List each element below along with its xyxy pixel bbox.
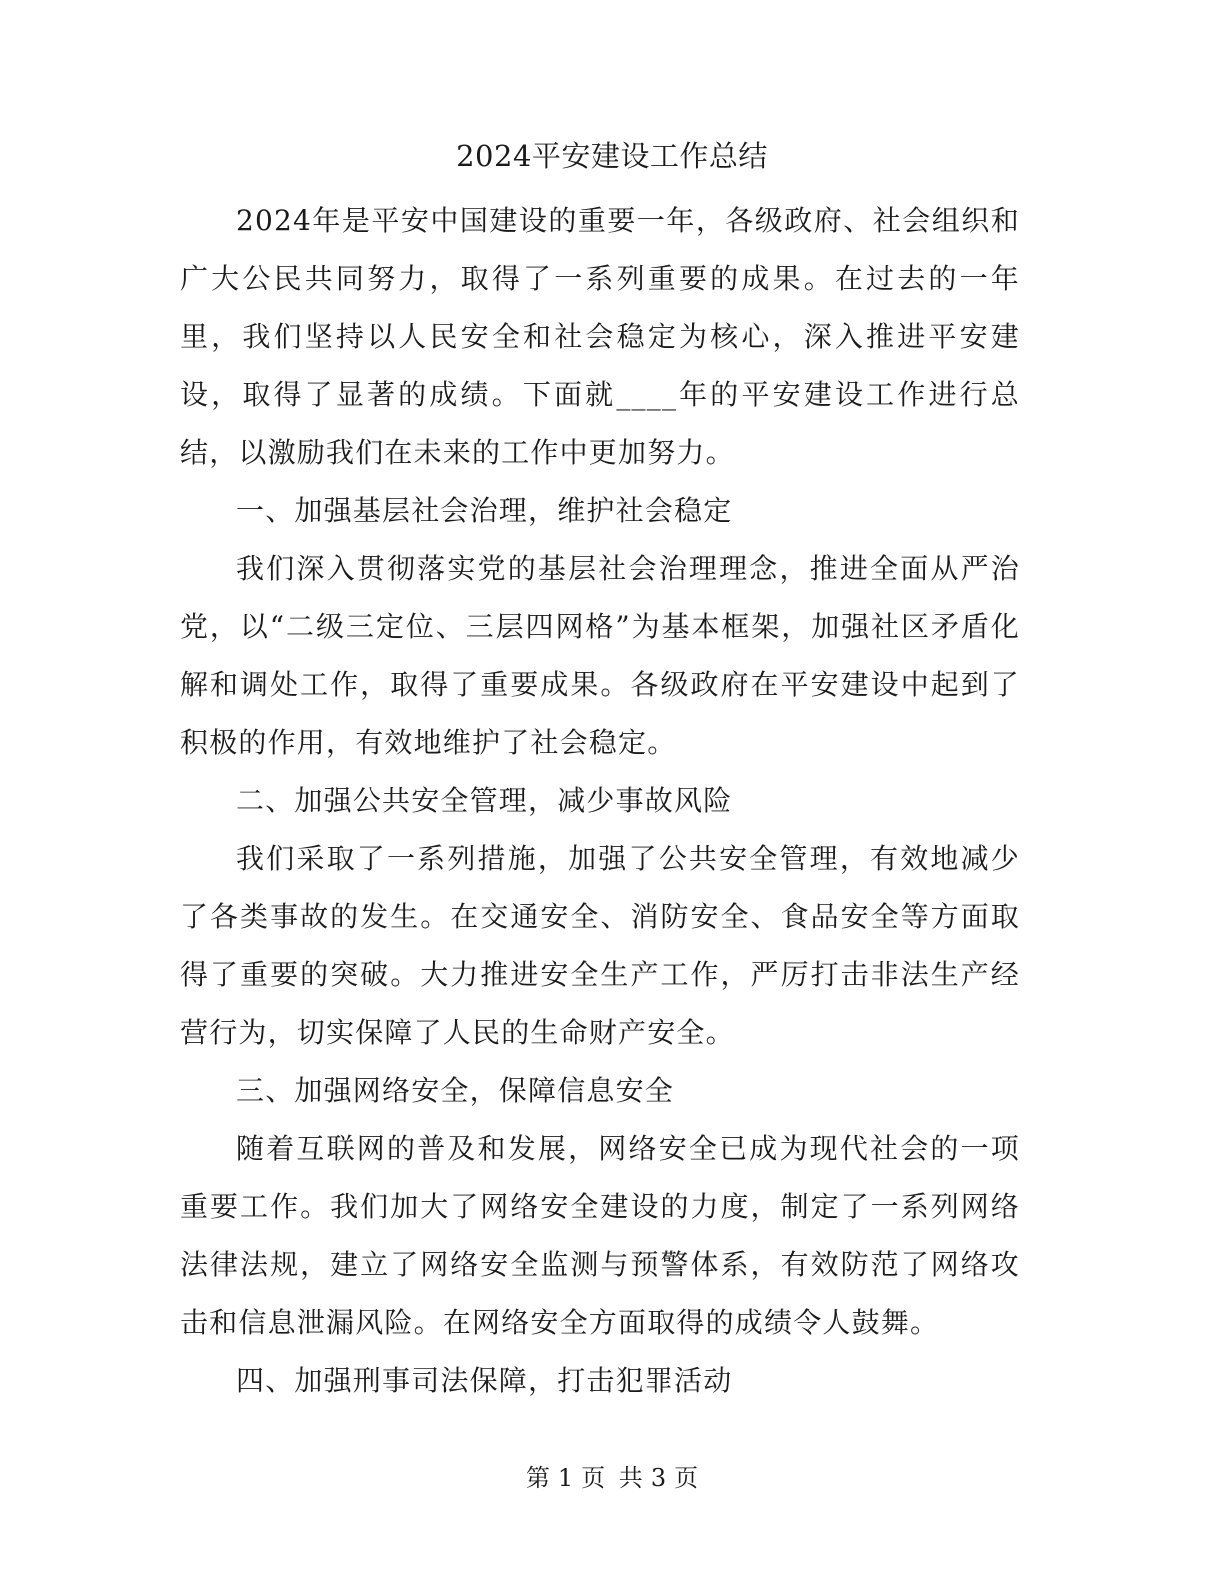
page-current: 1 — [557, 1464, 574, 1492]
section-heading-3: 三、加强网络安全，保障信息安全 — [236, 1074, 675, 1107]
page-suffix: 页 — [674, 1464, 699, 1492]
section-heading-2: 二、加强公共安全管理，减少事故风险 — [236, 784, 733, 817]
section-paragraph-1: 我们深入贯彻落实党的基层社会治理理念，推进全面从严治党，以“二级三定位、三层四网格”为基本框架，加强社区矛盾化解和调处工作，取得了重要成果。各级政府在平安建设中起到了积极的作用，有效地维护了社会稳定。 — [180, 552, 1020, 759]
page-number-footer — [0, 1460, 1224, 1496]
document-title: 2024平安建设工作总结 — [456, 139, 768, 173]
document-body — [180, 192, 1020, 1410]
section-paragraph-2: 我们采取了一系列措施，加强了公共安全管理，有效地减少了各类事故的发生。在交通安全、消防安全、食品安全等方面取得了重要的突破。大力推进安全生产工作，严厉打击非法生产经营行为，切实保障了人民的生命财产安全。 — [180, 842, 1020, 1049]
page-total: 3 — [650, 1464, 667, 1492]
section-heading-4: 四、加强刑事司法保障，打击犯罪活动 — [236, 1364, 733, 1397]
intro-paragraph: 2024年是平安中国建设的重要一年，各级政府、社会组织和广大公民共同努力，取得了一系列重要的成果。在过去的一年里，我们坚持以人民安全和社会稳定为核心，深入推进平安建设，取得了显著的成绩。下面就____年的平安建设工作进行总结，以激励我们在未来的工作中更加努力。 — [180, 204, 1020, 469]
section-paragraph-3: 随着互联网的普及和发展，网络安全已成为现代社会的一项重要工作。我们加大了网络安全建设的力度，制定了一系列网络法律法规，建立了网络安全监测与预警体系，有效防范了网络攻击和信息泄漏风险。在网络安全方面取得的成绩令人鼓舞。 — [180, 1132, 1020, 1339]
section-heading-1: 一、加强基层社会治理，维护社会稳定 — [236, 494, 733, 527]
page-prefix: 第 — [525, 1464, 550, 1492]
page-mid: 页 共 — [581, 1464, 643, 1492]
